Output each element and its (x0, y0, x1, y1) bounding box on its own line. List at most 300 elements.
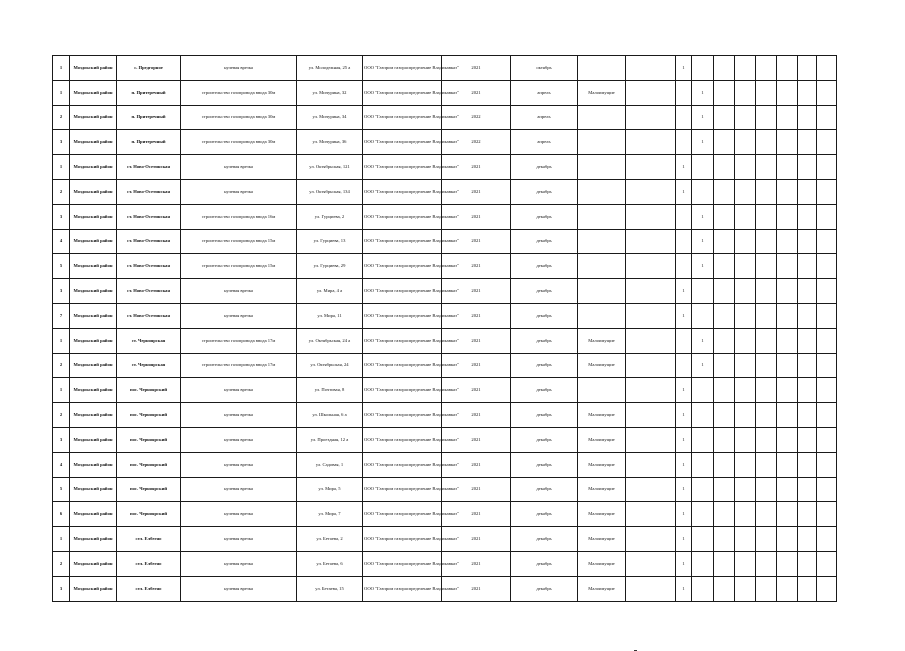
empty-cell (735, 551, 756, 576)
empty-cell (714, 130, 735, 155)
settlement-cell: сел. Елбегно (117, 551, 181, 576)
empty-cell (817, 155, 837, 180)
empty-cell (817, 229, 837, 254)
row-number: 1 (53, 378, 70, 403)
empty-cell (626, 427, 676, 452)
district-cell: Моздокский район (70, 353, 117, 378)
empty-cell (756, 303, 777, 328)
table-body (53, 56, 837, 602)
empty-cell (626, 155, 676, 180)
empty-cell (626, 105, 676, 130)
month-cell: апрель (511, 130, 578, 155)
category-note-cell (578, 130, 626, 155)
empty-cell (714, 303, 735, 328)
empty-cell (798, 328, 817, 353)
organization-cell: ООО "Газпром газораспределение Владикавказ" (363, 551, 442, 576)
organization-cell: ООО "Газпром газораспределение Владикавказ" (363, 328, 442, 353)
organization-cell: ООО "Газпром газораспределение Владикавказ" (363, 403, 442, 428)
row-number: 4 (53, 229, 70, 254)
empty-cell (756, 130, 777, 155)
empty-cell (714, 229, 735, 254)
month-cell: декабрь (511, 502, 578, 527)
mark-cell-2: 1 (692, 328, 714, 353)
month-cell: декабрь (511, 403, 578, 428)
mark-cell-1: 1 (676, 427, 692, 452)
mark-cell-1: 1 (676, 576, 692, 601)
empty-cell (626, 403, 676, 428)
year-cell: 2021 (442, 56, 511, 81)
empty-cell (626, 527, 676, 552)
table-row (53, 179, 837, 204)
empty-cell (798, 353, 817, 378)
year-cell: 2021 (442, 551, 511, 576)
empty-cell (777, 477, 798, 502)
year-cell: 2021 (442, 279, 511, 304)
empty-cell (626, 452, 676, 477)
settlement-cell: ст. Ново-Осетинская (117, 303, 181, 328)
mark-cell-2: 1 (692, 80, 714, 105)
empty-cell (626, 502, 676, 527)
empty-cell (735, 378, 756, 403)
empty-cell (756, 229, 777, 254)
category-note-cell (578, 204, 626, 229)
work-type-cell: нулевая врезка (181, 179, 297, 204)
empty-cell (735, 254, 756, 279)
address-cell: ул. Проездная, 12 а (297, 427, 363, 452)
work-type-cell: нулевая врезка (181, 378, 297, 403)
settlement-cell: ст. Ново-Осетинская (117, 155, 181, 180)
mark-cell-2 (692, 576, 714, 601)
empty-cell (714, 378, 735, 403)
empty-cell (714, 80, 735, 105)
empty-cell (777, 452, 798, 477)
district-cell: Моздокский район (70, 80, 117, 105)
empty-cell (626, 204, 676, 229)
mark-cell-2 (692, 452, 714, 477)
month-cell: декабрь (511, 328, 578, 353)
month-cell: октябрь (511, 56, 578, 81)
settlement-cell: ст. Ново-Осетинская (117, 229, 181, 254)
month-cell: декабрь (511, 254, 578, 279)
empty-cell (817, 427, 837, 452)
work-type-cell: нулевая врезка (181, 403, 297, 428)
work-type-cell: нулевая врезка (181, 452, 297, 477)
year-cell: 2021 (442, 179, 511, 204)
empty-cell (817, 452, 837, 477)
empty-cell (777, 155, 798, 180)
empty-cell (798, 502, 817, 527)
empty-cell (714, 551, 735, 576)
district-cell: Моздокский район (70, 378, 117, 403)
empty-cell (714, 353, 735, 378)
table-row (53, 105, 837, 130)
category-note-cell: Малоимущие (578, 502, 626, 527)
empty-cell (777, 229, 798, 254)
empty-cell (735, 576, 756, 601)
mark-cell-1 (676, 80, 692, 105)
empty-cell (798, 279, 817, 304)
organization-cell: ООО "Газпром газораспределение Владикавказ" (363, 80, 442, 105)
mark-cell-2 (692, 303, 714, 328)
year-cell: 2022 (442, 130, 511, 155)
year-cell: 2021 (442, 303, 511, 328)
row-number: 2 (53, 353, 70, 378)
address-cell: ул. Октябрьская, 121 (297, 155, 363, 180)
mark-cell-2 (692, 378, 714, 403)
organization-cell: ООО "Газпром газораспределение Владикавказ" (363, 56, 442, 81)
empty-cell (798, 477, 817, 502)
empty-cell (735, 179, 756, 204)
mark-cell-1 (676, 254, 692, 279)
row-number: 2 (53, 105, 70, 130)
empty-cell (756, 254, 777, 279)
empty-cell (817, 328, 837, 353)
district-cell: Моздокский район (70, 105, 117, 130)
work-type-cell: строительство газопровода ввода 15м (181, 254, 297, 279)
row-number: 1 (53, 56, 70, 81)
work-type-cell: нулевая врезка (181, 551, 297, 576)
district-cell: Моздокский район (70, 527, 117, 552)
settlement-cell: сел. Елбегно (117, 527, 181, 552)
mark-cell-2 (692, 527, 714, 552)
table-row (53, 204, 837, 229)
month-cell: декабрь (511, 353, 578, 378)
table-row (53, 477, 837, 502)
year-cell: 2022 (442, 105, 511, 130)
category-note-cell: Малоимущие (578, 477, 626, 502)
work-type-cell: строительство газопровода ввода 16м (181, 204, 297, 229)
mark-cell-1: 1 (676, 303, 692, 328)
mark-cell-2 (692, 279, 714, 304)
organization-cell: ООО "Газпром газораспределение Владикавказ" (363, 279, 442, 304)
month-cell: декабрь (511, 204, 578, 229)
address-cell: ул. Мичурина, 32 (297, 80, 363, 105)
empty-cell (626, 179, 676, 204)
mark-cell-1: 1 (676, 378, 692, 403)
empty-cell (777, 105, 798, 130)
settlement-cell: пос. Черноярский (117, 427, 181, 452)
mark-cell-2 (692, 56, 714, 81)
organization-cell: ООО "Газпром газораспределение Владикавказ" (363, 576, 442, 601)
empty-cell (777, 403, 798, 428)
year-cell: 2021 (442, 204, 511, 229)
empty-cell (626, 353, 676, 378)
address-cell: ул. Бетаева, 2 (297, 527, 363, 552)
mark-cell-2: 1 (692, 254, 714, 279)
mark-cell-2 (692, 551, 714, 576)
table-row (53, 576, 837, 601)
mark-cell-2: 1 (692, 130, 714, 155)
row-number: 1 (53, 527, 70, 552)
empty-cell (735, 303, 756, 328)
row-number: 6 (53, 502, 70, 527)
category-note-cell: Малоимущие (578, 576, 626, 601)
table-row (53, 551, 837, 576)
empty-cell (817, 403, 837, 428)
category-note-cell (578, 179, 626, 204)
work-type-cell: нулевая врезка (181, 427, 297, 452)
category-note-cell: Малоимущие (578, 403, 626, 428)
work-type-cell: строительство газопровода ввода 15м (181, 229, 297, 254)
organization-cell: ООО "Газпром газораспределение Владикавказ" (363, 527, 442, 552)
empty-cell (817, 502, 837, 527)
district-cell: Моздокский район (70, 279, 117, 304)
empty-cell (817, 279, 837, 304)
empty-cell (626, 56, 676, 81)
district-cell: Моздокский район (70, 204, 117, 229)
work-type-cell: нулевая врезка (181, 477, 297, 502)
empty-cell (777, 576, 798, 601)
organization-cell: ООО "Газпром газораспределение Владикавказ" (363, 130, 442, 155)
mark-cell-2 (692, 403, 714, 428)
empty-cell (626, 551, 676, 576)
row-number: 2 (53, 403, 70, 428)
empty-cell (756, 477, 777, 502)
empty-cell (777, 527, 798, 552)
address-cell: ул. Октябрьская, 24 (297, 353, 363, 378)
empty-cell (735, 427, 756, 452)
empty-cell (817, 551, 837, 576)
address-cell: ул. Мира, 7 (297, 502, 363, 527)
empty-cell (798, 378, 817, 403)
address-cell: ул. Школьная, 6 а (297, 403, 363, 428)
empty-cell (777, 502, 798, 527)
month-cell: декабрь (511, 551, 578, 576)
empty-cell (626, 279, 676, 304)
empty-cell (714, 502, 735, 527)
settlement-cell: ст. Ново-Осетинская (117, 254, 181, 279)
month-cell: декабрь (511, 378, 578, 403)
category-note-cell: Малоимущие (578, 452, 626, 477)
work-type-cell: строительство газопровода ввода 30м (181, 105, 297, 130)
row-number: 3 (53, 427, 70, 452)
table-row (53, 452, 837, 477)
empty-cell (798, 576, 817, 601)
work-type-cell: нулевая врезка (181, 155, 297, 180)
empty-cell (756, 328, 777, 353)
empty-cell (798, 155, 817, 180)
row-number: 3 (53, 130, 70, 155)
empty-cell (714, 403, 735, 428)
settlement-cell: пос. Черноярский (117, 378, 181, 403)
mark-cell-1 (676, 229, 692, 254)
district-cell: Моздокский район (70, 403, 117, 428)
row-number: 3 (53, 279, 70, 304)
empty-cell (798, 56, 817, 81)
organization-cell: ООО "Газпром газораспределение Владикавказ" (363, 303, 442, 328)
empty-cell (817, 56, 837, 81)
table-row (53, 427, 837, 452)
table-row (53, 353, 837, 378)
year-cell: 2021 (442, 378, 511, 403)
organization-cell: ООО "Газпром газораспределение Владикавказ" (363, 477, 442, 502)
address-cell: ул. Октябрьская, 134 (297, 179, 363, 204)
empty-cell (756, 279, 777, 304)
row-number: 5 (53, 477, 70, 502)
category-note-cell: Малоимущие (578, 328, 626, 353)
table-row (53, 527, 837, 552)
row-number: 1 (53, 328, 70, 353)
empty-cell (735, 477, 756, 502)
empty-cell (777, 279, 798, 304)
year-cell: 2021 (442, 254, 511, 279)
table-row (53, 403, 837, 428)
mark-cell-2 (692, 502, 714, 527)
empty-cell (735, 452, 756, 477)
empty-cell (756, 551, 777, 576)
category-note-cell (578, 378, 626, 403)
empty-cell (714, 155, 735, 180)
category-note-cell: Малоимущие (578, 551, 626, 576)
category-note-cell: Малоимущие (578, 80, 626, 105)
empty-cell (735, 229, 756, 254)
empty-cell (714, 328, 735, 353)
mark-cell-2 (692, 477, 714, 502)
empty-cell (798, 105, 817, 130)
empty-cell (817, 130, 837, 155)
mark-cell-1: 1 (676, 527, 692, 552)
empty-cell (735, 353, 756, 378)
empty-cell (798, 303, 817, 328)
category-note-cell (578, 303, 626, 328)
settlement-cell: п. Притеречный (117, 105, 181, 130)
row-number: 2 (53, 179, 70, 204)
district-cell: Моздокский район (70, 427, 117, 452)
settlement-cell: п. Притеречный (117, 130, 181, 155)
empty-cell (817, 254, 837, 279)
empty-cell (817, 303, 837, 328)
address-cell: ул. Бетаева, 15 (297, 576, 363, 601)
category-note-cell (578, 254, 626, 279)
district-cell: Моздокский район (70, 56, 117, 81)
empty-cell (817, 80, 837, 105)
address-cell: ул. Мичурина, 36 (297, 130, 363, 155)
district-cell: Моздокский район (70, 155, 117, 180)
address-cell: ул. Гурциева, 29 (297, 254, 363, 279)
empty-cell (798, 229, 817, 254)
address-cell: ул. Мира, 4 а (297, 279, 363, 304)
empty-cell (626, 303, 676, 328)
address-cell: ул. Мира, 5 (297, 477, 363, 502)
empty-cell (798, 452, 817, 477)
address-cell: ул. Садовая, 1 (297, 452, 363, 477)
empty-cell (817, 378, 837, 403)
empty-cell (756, 403, 777, 428)
category-note-cell: Малоимущие (578, 353, 626, 378)
address-cell: ул. Гурциева, 2 (297, 204, 363, 229)
row-number: 3 (53, 576, 70, 601)
mark-cell-1 (676, 204, 692, 229)
month-cell: декабрь (511, 427, 578, 452)
empty-cell (735, 105, 756, 130)
year-cell: 2021 (442, 452, 511, 477)
empty-cell (714, 527, 735, 552)
category-note-cell (578, 56, 626, 81)
organization-cell: ООО "Газпром газораспределение Владикавказ" (363, 229, 442, 254)
row-number: 2 (53, 551, 70, 576)
work-type-cell: нулевая врезка (181, 576, 297, 601)
empty-cell (777, 204, 798, 229)
address-cell: ул. Октябрьская, 24 а (297, 328, 363, 353)
district-cell: Моздокский район (70, 452, 117, 477)
organization-cell: ООО "Газпром газораспределение Владикавказ" (363, 452, 442, 477)
table-row (53, 254, 837, 279)
work-type-cell: строительство газопровода ввода 30м (181, 130, 297, 155)
mark-cell-1 (676, 328, 692, 353)
settlement-cell: пос. Черноярский (117, 452, 181, 477)
mark-cell-1: 1 (676, 502, 692, 527)
mark-cell-1: 1 (676, 477, 692, 502)
table-row (53, 56, 837, 81)
empty-cell (798, 204, 817, 229)
year-cell: 2021 (442, 328, 511, 353)
empty-cell (756, 105, 777, 130)
gasification-table (52, 55, 837, 602)
table-row (53, 155, 837, 180)
organization-cell: ООО "Газпром газораспределение Владикавказ" (363, 105, 442, 130)
row-number: 4 (53, 452, 70, 477)
empty-cell (777, 378, 798, 403)
mark-cell-2 (692, 155, 714, 180)
work-type-cell: нулевая врезка (181, 56, 297, 81)
month-cell: декабрь (511, 229, 578, 254)
empty-cell (777, 427, 798, 452)
mark-cell-1: 1 (676, 155, 692, 180)
empty-cell (756, 502, 777, 527)
address-cell: ул. Гурциева, 13 (297, 229, 363, 254)
year-cell: 2021 (442, 353, 511, 378)
empty-cell (735, 403, 756, 428)
district-cell: Моздокский район (70, 130, 117, 155)
district-cell: Моздокский район (70, 303, 117, 328)
organization-cell: ООО "Газпром газораспределение Владикавказ" (363, 204, 442, 229)
work-type-cell: нулевая врезка (181, 502, 297, 527)
empty-cell (735, 155, 756, 180)
empty-cell (626, 328, 676, 353)
mark-cell-1: 1 (676, 403, 692, 428)
empty-cell (756, 155, 777, 180)
empty-cell (817, 179, 837, 204)
table-row (53, 303, 837, 328)
empty-cell (626, 378, 676, 403)
settlement-cell: п. Притеречный (117, 80, 181, 105)
empty-cell (798, 427, 817, 452)
month-cell: декабрь (511, 179, 578, 204)
mark-cell-1 (676, 130, 692, 155)
empty-cell (626, 576, 676, 601)
empty-cell (714, 179, 735, 204)
empty-cell (714, 56, 735, 81)
empty-cell (798, 80, 817, 105)
empty-cell (777, 353, 798, 378)
empty-cell (817, 204, 837, 229)
month-cell: декабрь (511, 279, 578, 304)
organization-cell: ООО "Газпром газораспределение Владикавказ" (363, 378, 442, 403)
table-row (53, 328, 837, 353)
district-cell: Моздокский район (70, 328, 117, 353)
table-row (53, 130, 837, 155)
month-cell: декабрь (511, 155, 578, 180)
empty-cell (777, 551, 798, 576)
settlement-cell: ст. Черноярская (117, 353, 181, 378)
settlement-cell: ст. Ново-Осетинская (117, 179, 181, 204)
empty-cell (756, 576, 777, 601)
mark-cell-2: 1 (692, 204, 714, 229)
settlement-cell: ст. Ново-Осетинская (117, 204, 181, 229)
address-cell: ул. Бетаева, 6 (297, 551, 363, 576)
organization-cell: ООО "Газпром газораспределение Владикавказ" (363, 427, 442, 452)
mark-cell-1: 1 (676, 279, 692, 304)
